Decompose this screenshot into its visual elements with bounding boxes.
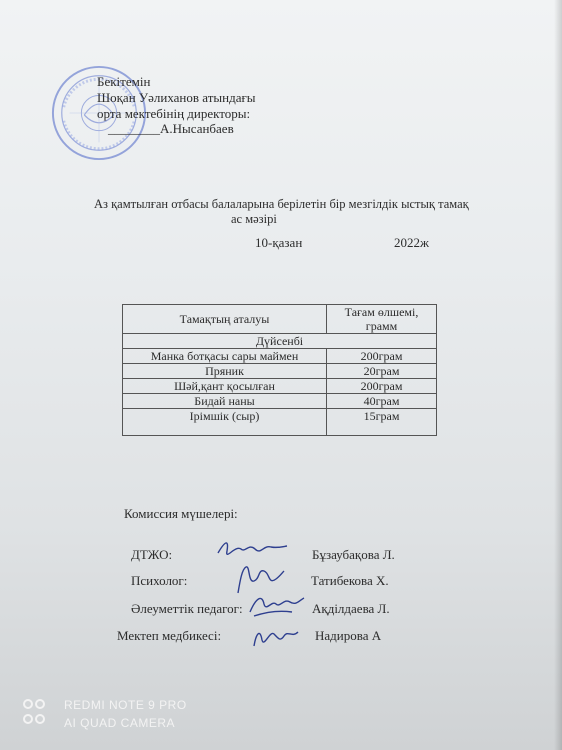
member-name: Надирова А — [315, 628, 382, 643]
camera-watermark-text — [64, 696, 187, 732]
menu-date-day: 10-қазан — [255, 235, 303, 250]
column-header-dish: Тамақтың аталуы — [123, 305, 327, 334]
menu-date-year: 2022ж — [394, 235, 429, 250]
column-header-portion: Тағам өлшемі, грамм — [327, 305, 437, 334]
dish-name: Пряник — [123, 364, 327, 379]
commission-title: Комиссия мүшелері: — [124, 506, 238, 521]
table-row — [123, 409, 437, 436]
document-title-line-2: ас мәзірі — [231, 212, 277, 226]
approval-line-2: Шоқан Уәлиханов атындағы — [97, 90, 256, 105]
day-label: Дүйсенбі — [123, 334, 437, 349]
dish-amount: 20грам — [327, 364, 437, 379]
camera-watermark-icon — [22, 697, 48, 727]
member-role: ДТЖО: — [131, 547, 173, 562]
table-row — [123, 379, 437, 394]
member-name: Бұзаубақова Л. — [312, 547, 395, 562]
table-header-row — [123, 305, 437, 334]
watermark-line-2: AI QUAD CAMERA — [64, 716, 176, 730]
signature-1 — [215, 535, 290, 565]
menu-table — [122, 304, 437, 436]
dish-name: Бидай наны — [123, 394, 327, 409]
table-row — [123, 349, 437, 364]
member-role: Мектеп медбикесі: — [117, 628, 222, 643]
dish-amount: 15грам — [327, 409, 437, 436]
dish-name: Шәй,қант қосылған — [123, 379, 327, 394]
table-row — [123, 394, 437, 409]
member-name: Ақділдаева Л. — [312, 601, 390, 616]
dish-name: Ірімшік (сыр) — [123, 409, 327, 436]
table-row — [123, 364, 437, 379]
approval-line-1: Бекітемін — [97, 74, 151, 89]
signature-3 — [246, 590, 306, 622]
page-edge-shadow — [554, 0, 562, 750]
watermark-line-1: REDMI NOTE 9 PRO — [64, 698, 187, 712]
member-role: Психолог: — [131, 573, 188, 588]
document-title-line-1: Аз қамтылған отбасы балаларына берілетін бір мезгілдік ыстық тамақ — [94, 197, 469, 211]
member-name: Татибекова Х. — [311, 573, 389, 588]
dish-amount: 200грам — [327, 379, 437, 394]
approval-line-3: орта мектебінің директоры: — [97, 106, 251, 121]
signature-4 — [250, 622, 302, 652]
table-day-row — [123, 334, 437, 349]
dish-amount: 40грам — [327, 394, 437, 409]
member-role: Әлеуметтік педагог: — [131, 601, 243, 616]
dish-amount: 200грам — [327, 349, 437, 364]
approval-line-4: ________А.Нысанбаев — [108, 121, 234, 136]
dish-name: Манка ботқасы сары маймен — [123, 349, 327, 364]
